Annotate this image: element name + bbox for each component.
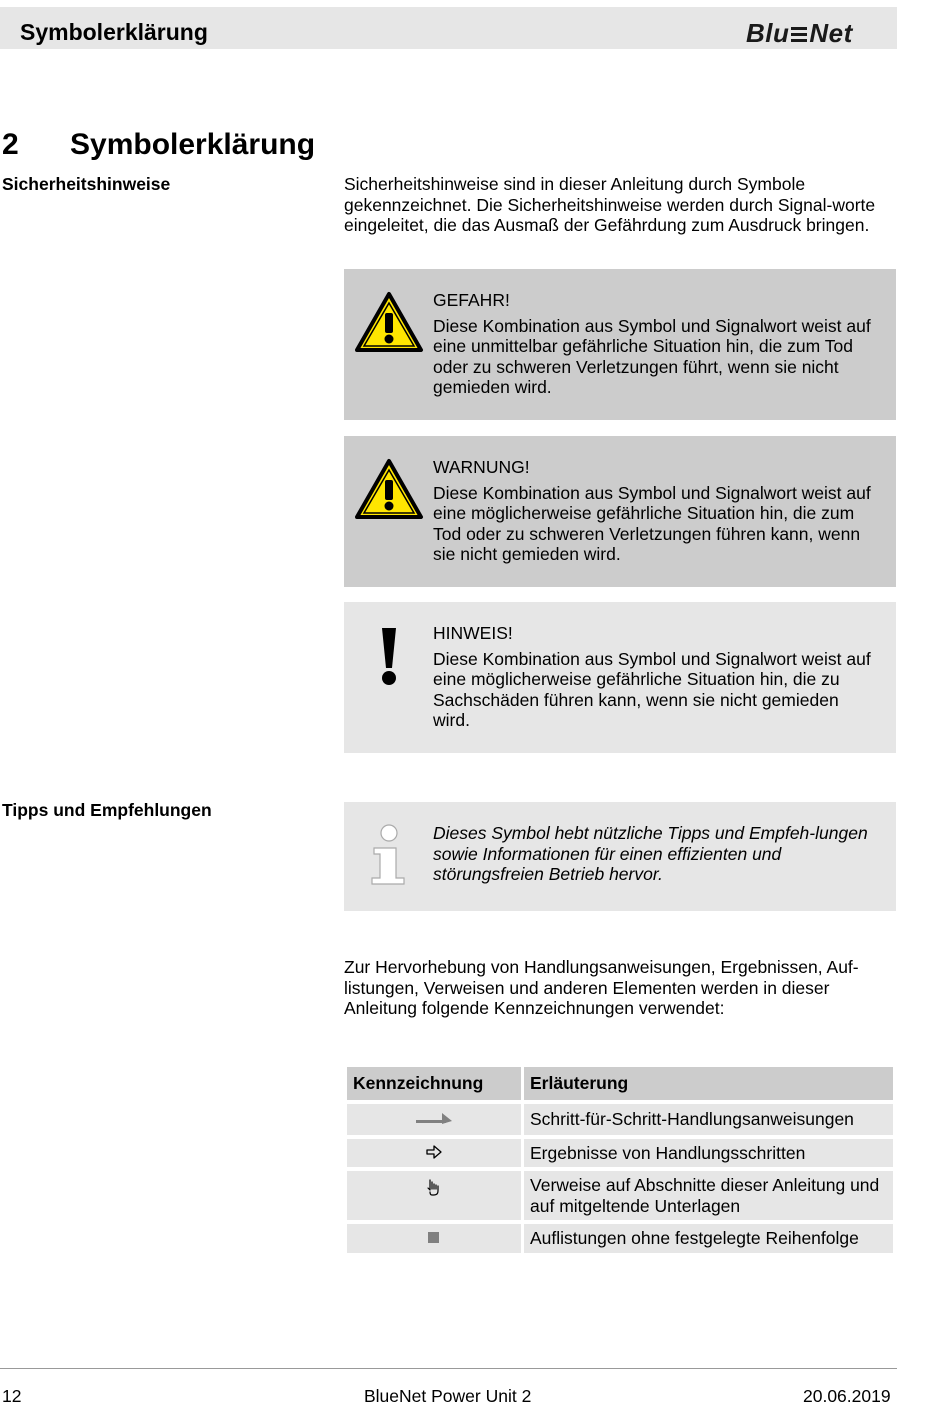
marking-table xyxy=(344,1063,896,1257)
tips-box xyxy=(344,802,896,911)
table-row xyxy=(347,1171,893,1220)
logo-lines-icon xyxy=(790,25,808,43)
warning-triangle-icon xyxy=(354,291,424,353)
explanation-cell: Verweise auf Abschnitte dieser Anleitung und auf mitgeltende Unterlagen xyxy=(524,1171,893,1220)
tips-text: Dieses Symbol hebt nützliche Tipps und Empfeh-lungen sowie Informationen für einen effizienten und störungsfreien Betrieb hervor. xyxy=(433,823,868,884)
notice-signal-word: HINWEIS! xyxy=(433,623,513,643)
explanation-cell: Ergebnisse von Handlungsschritten xyxy=(524,1139,893,1168)
table-row xyxy=(347,1224,893,1253)
logo-text-net: Net xyxy=(809,18,853,48)
page-header xyxy=(0,7,897,49)
explanation-cell: Schritt-für-Schritt-Handlungsanweisungen xyxy=(524,1104,893,1135)
footer-date: 20.06.2019 xyxy=(803,1386,891,1406)
notice-text: Diese Kombination aus Symbol und Signalwort weist auf eine unmittelbar gefährliche Situation hin, die zum Tod oder zu schweren Verletzungen führt, wenn sie nicht gemieden wird. xyxy=(433,315,871,397)
marking-cell xyxy=(347,1171,521,1220)
table-header-marking: Kennzeichnung xyxy=(347,1067,521,1100)
header-title: Symbolerklärung xyxy=(20,19,208,45)
warning-triangle-icon xyxy=(354,458,424,520)
reference-icon xyxy=(427,1179,441,1197)
table-row xyxy=(347,1104,893,1135)
marking-intro: Zur Hervorhebung von Handlungsanweisungen, Ergebnissen, Auf-listungen, Verweisen und anderen Elementen werden in dieser Anleitung folgende Kennzeichnungen verwendet: xyxy=(344,957,859,1018)
table-header-explanation: Erläuterung xyxy=(524,1067,893,1100)
notice-danger xyxy=(344,269,896,420)
notice-hint xyxy=(344,602,896,753)
chapter-title: Symbolerklärung xyxy=(70,128,316,161)
chapter-heading xyxy=(2,128,315,162)
info-icon xyxy=(368,822,408,886)
notice-signal-word: GEFAHR! xyxy=(433,290,510,310)
notice-text: Diese Kombination aus Symbol und Signalwort weist auf eine möglicherweise gefährliche Situation hin, die zu Sachschäden führen kann, wenn sie nicht gemieden wird. xyxy=(433,648,871,730)
tips-label: Tipps und Empfehlungen xyxy=(2,800,212,820)
logo-text-blue: Blu xyxy=(746,18,790,48)
marking-cell xyxy=(347,1224,521,1253)
safety-intro: Sicherheitshinweise sind in dieser Anleitung durch Symbole gekennzeichnet. Die Sicherheitshinweise werden durch Signal-worte eingeleitet, die das Ausmaß der Gefährdung zum Ausdruck bringen. xyxy=(344,174,876,235)
table-header-row xyxy=(347,1067,893,1100)
bluenet-logo xyxy=(746,18,853,49)
footer-divider xyxy=(0,1368,897,1369)
square-bullet-icon xyxy=(428,1232,440,1244)
notice-warning xyxy=(344,436,896,587)
step-arrow-icon xyxy=(414,1108,454,1126)
exclamation-icon xyxy=(374,626,404,688)
explanation-cell: Auflistungen ohne festgelegte Reihenfolge xyxy=(524,1224,893,1253)
chapter-number: 2 xyxy=(2,128,19,161)
marking-cell xyxy=(347,1139,521,1168)
footer-page-number: 12 xyxy=(2,1386,22,1406)
notice-signal-word: WARNUNG! xyxy=(433,457,530,477)
table-row xyxy=(347,1139,893,1168)
footer-product: BlueNet Power Unit 2 xyxy=(364,1386,532,1406)
notice-text: Diese Kombination aus Symbol und Signalwort weist auf eine möglicherweise gefährliche Situation hin, die zum Tod oder zu schweren Verletzungen führen kann, wenn sie nicht gemieden wird. xyxy=(433,482,871,564)
result-arrow-icon xyxy=(426,1145,442,1159)
safety-label: Sicherheitshinweise xyxy=(2,174,171,194)
marking-cell xyxy=(347,1104,521,1135)
